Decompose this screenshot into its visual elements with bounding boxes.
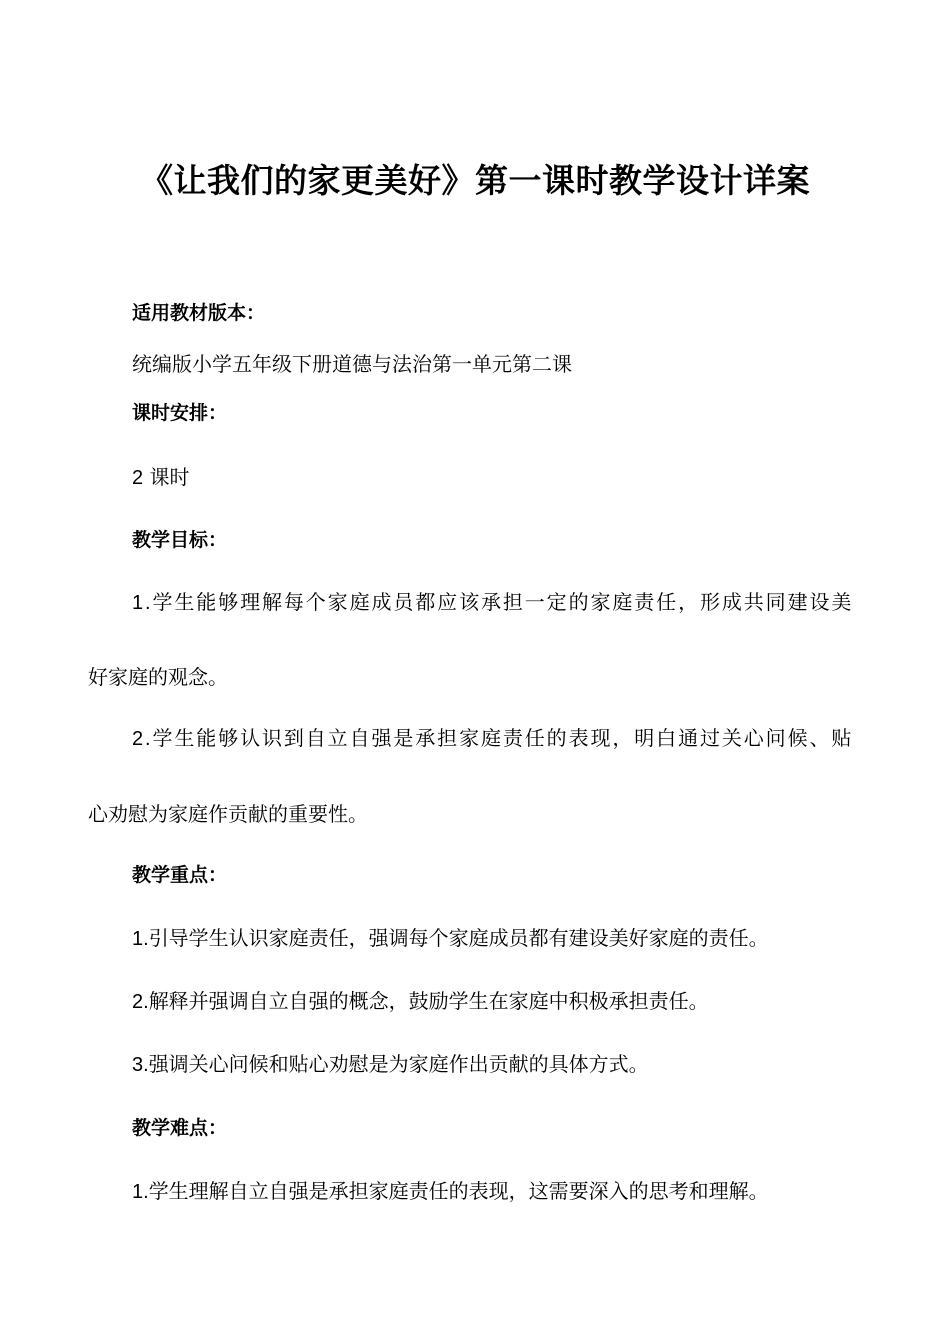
key-point-3-number: 3.	[132, 1054, 149, 1076]
difficulty-1-text: 学生理解自立自强是承担家庭责任的表现，这需要深入的思考和理解。	[148, 1179, 769, 1203]
edition-label: 适用教材版本：	[132, 302, 266, 324]
key-point-item-3	[132, 1048, 649, 1077]
key-points-label: 教学重点：	[132, 864, 228, 886]
objective-item-2	[132, 722, 853, 751]
key-point-3-text: 强调关心问候和贴心劝慰是为家庭作出贡献的具体方式。	[148, 1052, 649, 1076]
schedule-label: 课时安排：	[132, 402, 228, 424]
schedule-number: 2	[132, 467, 144, 489]
key-point-1-number: 1.	[132, 928, 149, 950]
edition-value: 统编版小学五年级下册道德与法治第一单元第二课	[132, 352, 572, 376]
difficulty-1-number: 1.	[132, 1181, 149, 1203]
objective-1-line2: 好家庭的观念。	[88, 665, 228, 689]
key-point-item-2	[132, 985, 709, 1014]
key-point-1-text: 引导学生认识家庭责任，强调每个家庭成员都有建设美好家庭的责任。	[148, 926, 769, 950]
difficulty-item-1	[132, 1175, 769, 1204]
objective-2-line2: 心劝慰为家庭作贡献的重要性。	[88, 802, 368, 826]
objective-1-number: 1.	[132, 592, 153, 614]
key-point-2-number: 2.	[132, 991, 149, 1013]
schedule-value	[132, 461, 189, 490]
difficulties-label: 教学难点：	[132, 1117, 228, 1139]
objective-2-number: 2.	[132, 728, 153, 750]
document-title: 《让我们的家更美好》第一课时教学设计详案	[140, 161, 810, 200]
objective-1-line1: 学生能够理解每个家庭成员都应该承担一定的家庭责任，形成共同建设美	[152, 590, 854, 614]
objective-item-1	[132, 586, 853, 615]
schedule-unit: 课时	[149, 465, 190, 489]
key-point-item-1	[132, 922, 769, 951]
objectives-label: 教学目标：	[132, 529, 228, 551]
key-point-2-text: 解释并强调自立自强的概念，鼓励学生在家庭中积极承担责任。	[148, 989, 709, 1013]
objective-2-line1: 学生能够认识到自立自强是承担家庭责任的表现，明白通过关心问候、贴	[152, 726, 854, 750]
